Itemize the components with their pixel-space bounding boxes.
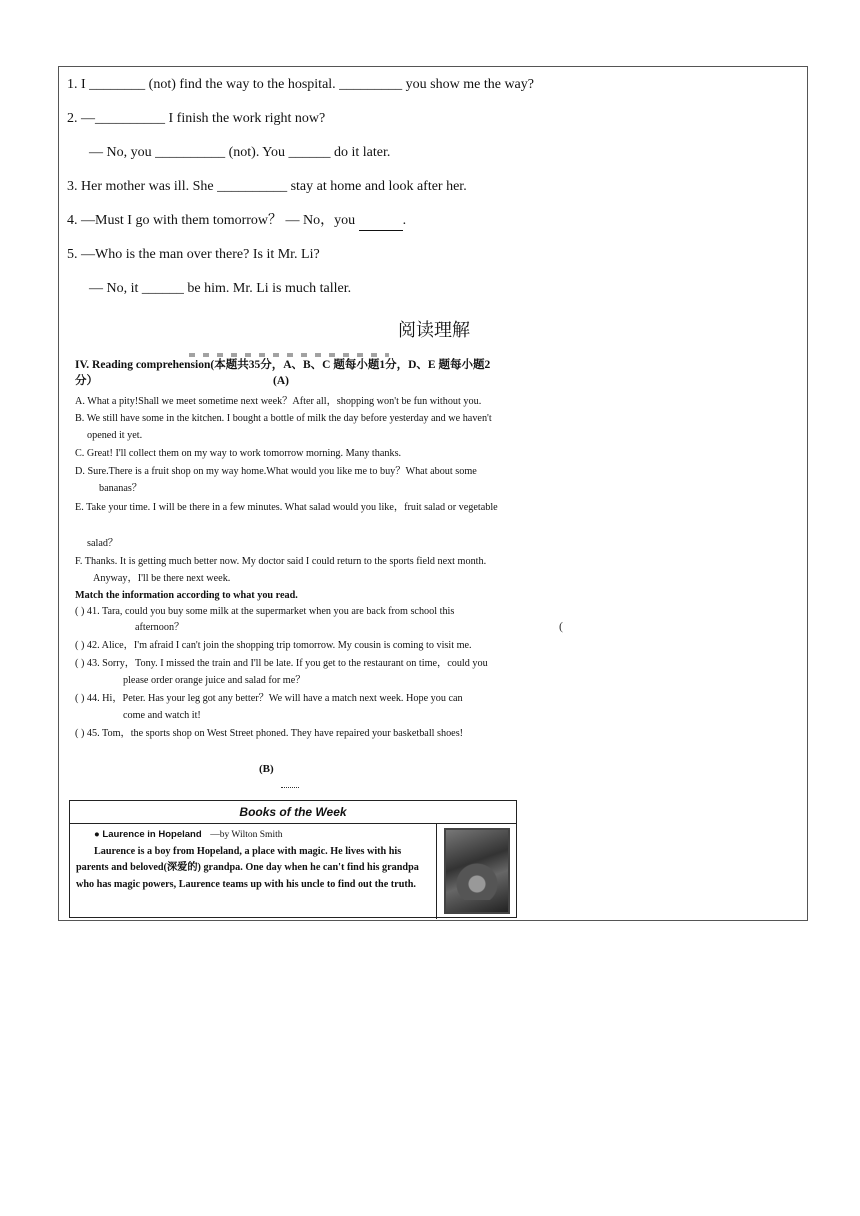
option-e: E. Take your time. I will be there in a few minutes. What salad would you like，fruit salad or vegetable <box>75 502 498 513</box>
book-table-header: Books of the Week <box>70 801 516 824</box>
margin-mark: ( <box>559 619 563 633</box>
option-a: A. What a pity!Shall we meet sometime next week？After all，shopping won't be fun without you. <box>75 396 482 407</box>
reading-scan <box>67 351 567 791</box>
item-43-cont: please order orange juice and salad for me？ <box>123 675 306 686</box>
book-cover-image <box>444 828 510 914</box>
question-2: 2. —__________ I finish the work right now? <box>67 111 326 126</box>
option-b: B. We still have some in the kitchen. I bought a bottle of milk the day before yesterday and we haven't <box>75 413 492 424</box>
question-5: 5. —Who is the man over there? Is it Mr. Li? <box>67 247 320 262</box>
worksheet-box <box>58 66 808 921</box>
option-b-cont: opened it yet. <box>87 430 143 441</box>
option-c: C. Great! I'll collect them on my way to work tomorrow morning. Many thanks. <box>75 448 402 459</box>
option-f-cont: Anyway，I'll be there next week. <box>93 573 231 584</box>
book-title-row <box>76 827 430 844</box>
item-43: ( ) 43. Sorry，Tony. I missed the train and I'll be late. If you get to the restaurant on time，could you <box>75 658 488 669</box>
section-title: 阅读理解 <box>398 320 470 341</box>
option-f: F. Thanks. It is getting much better now. My doctor said I could return to the sports field next month. <box>75 556 487 567</box>
reading-heading-cont: 分） <box>75 375 98 387</box>
book-desc-line-2: parents and beloved(深爱的) grandpa. One day when he can't find his grandpa <box>76 862 419 873</box>
item-41: ( ) 41. Tara, could you buy some milk at the supermarket when you are back from school this <box>75 606 455 617</box>
match-heading: Match the information according to what you read. <box>75 590 298 601</box>
question-5-answer: — No, it ______ be him. Mr. Li is much taller. <box>89 281 352 296</box>
item-45: ( ) 45. Tom，the sports shop on West Street phoned. They have repaired your basketball shoes! <box>75 728 464 739</box>
option-e-cont: salad？ <box>87 538 119 549</box>
scan-mark <box>281 787 299 791</box>
question-2-answer: — No, you __________ (not). You ______ do it later. <box>89 145 391 160</box>
book-author: —by Wilton Smith <box>210 830 283 840</box>
question-1: 1. I ________ (not) find the way to the hospital. _________ you show me the way? <box>67 77 534 92</box>
question-4-end: . <box>402 213 407 228</box>
book-title-text: Laurence in Hopeland <box>102 829 202 840</box>
item-41-cont: afternoon？ <box>135 622 185 633</box>
book-desc-line-3: who has magic powers, Laurence teams up with his uncle to find out the truth. <box>76 878 416 890</box>
book-title: ● Laurence in Hopeland <box>94 829 202 840</box>
item-44-cont: come and watch it! <box>123 710 201 721</box>
book-desc-line-1: Laurence is a boy from Hopeland, a place with magic. He lives with his <box>94 845 402 857</box>
item-44: ( ) 44. Hi，Peter. Has your leg got any better？We will have a match next week. Hope you can <box>75 693 463 704</box>
part-a-label: (A) <box>273 375 289 387</box>
question-4-text: 4. —Must I go with them tomorrow？ — No，you <box>67 213 359 228</box>
reading-heading: IV. Reading comprehension(本题共35分，A、B、C 题每小题1分，D、E 题每小题2 <box>75 359 491 371</box>
option-d-cont: bananas？ <box>99 483 142 494</box>
answer-blank <box>359 212 403 231</box>
books-of-the-week-table <box>69 800 517 918</box>
part-b-label: (B) <box>259 763 274 775</box>
item-42: ( ) 42. Alice，I'm afraid I can't join the shopping trip tomorrow. My cousin is coming to visit me. <box>75 640 472 651</box>
book-description-cell <box>70 823 437 919</box>
question-3: 3. Her mother was ill. She __________ stay at home and look after her. <box>67 179 467 194</box>
question-4 <box>67 212 406 231</box>
option-d: D. Sure.There is a fruit shop on my way home.What would you like me to buy？What about some <box>75 466 477 477</box>
